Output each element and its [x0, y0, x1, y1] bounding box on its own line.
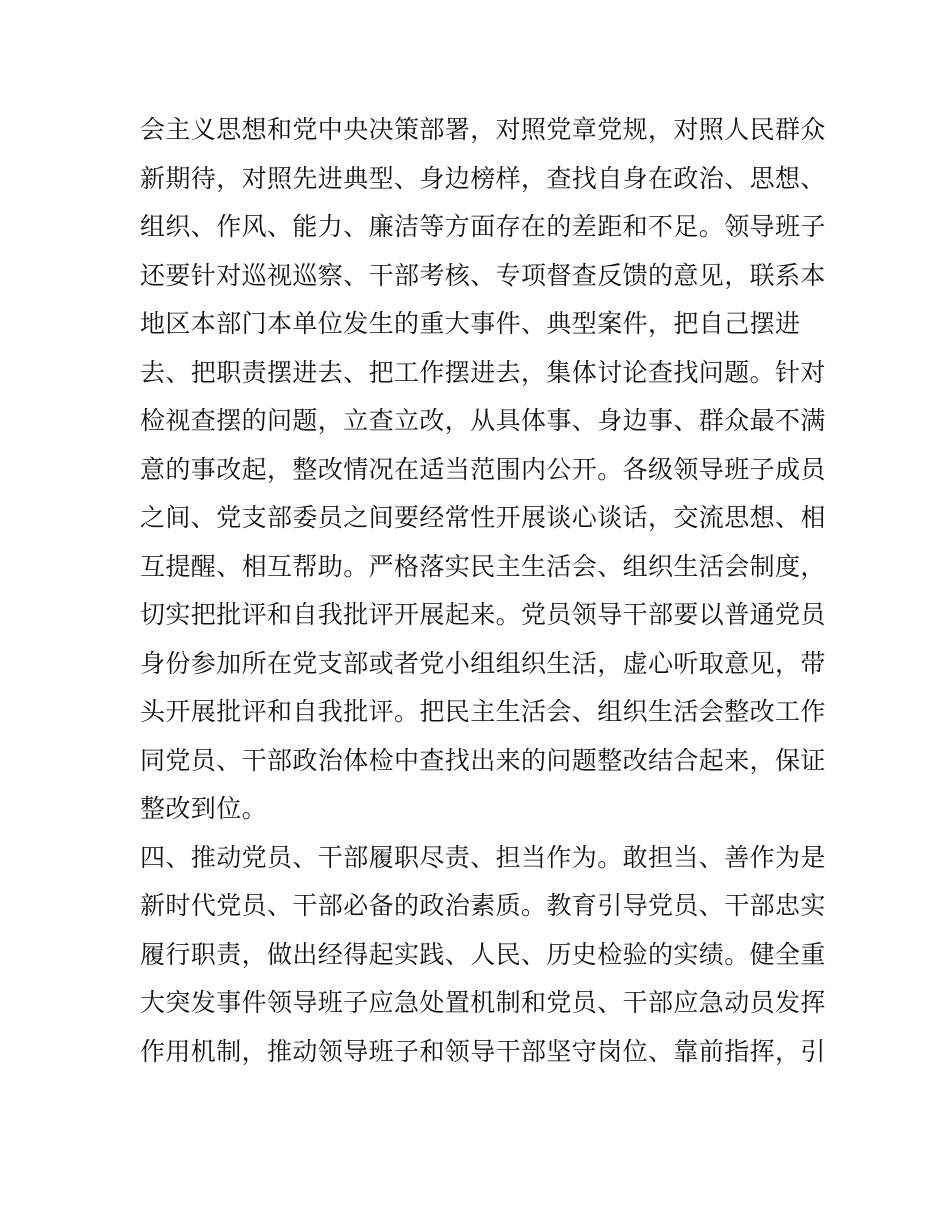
text-line: 意的事改起，整改情况在适当范围内公开。各级领导班子成员	[140, 454, 826, 484]
text-line: 同党员、干部政治体检中查找出来的问题整改结合起来，保证	[140, 745, 826, 775]
text-line: 新时代党员、干部必备的政治素质。教育引导党员、干部忠实	[140, 891, 826, 920]
text-line: 检视查摆的问题，立查立改，从具体事、身边事、群众最不满	[140, 406, 826, 435]
text-line: 去、把职责摆进去、把工作摆进去，集体讨论查找问题。针对	[140, 357, 826, 387]
text-line: 会主义思想和党中央决策部署，对照党章党规，对照人民群众	[140, 115, 826, 144]
text-line: 组织、作风、能力、廉洁等方面存在的差距和不足。领导班子	[140, 212, 826, 241]
text-line: 之间、党支部委员之间要经常性开展谈心谈话，交流思想、相	[140, 503, 826, 532]
section-heading-line: 四、推动党员、干部履职尽责、担当作为。敢担当、善作为是	[140, 842, 826, 872]
text-line: 还要针对巡视巡察、干部考核、专项督查反馈的意见，联系本	[140, 260, 826, 290]
text-line: 互提醒、相互帮助。严格落实民主生活会、组织生活会制度，	[140, 551, 826, 581]
text-line: 大突发事件领导班子应急处置机制和党员、干部应急动员发挥	[140, 988, 826, 1017]
text-line: 作用机制，推动领导班子和领导干部坚守岗位、靠前指挥，引	[140, 1036, 826, 1066]
text-line: 地区本部门本单位发生的重大事件、典型案件，把自己摆进	[140, 309, 801, 338]
body-text	[140, 106, 826, 1076]
text-line: 履行职责，做出经得起实践、人民、历史检验的实绩。健全重	[140, 939, 826, 969]
text-line: 新期待，对照先进典型、身边榜样，查找自身在政治、思想、	[140, 163, 826, 193]
text-line: 切实把批评和自我批评开展起来。党员领导干部要以普通党员	[140, 600, 826, 629]
text-line: 身份参加所在党支部或者党小组组织生活，虚心听取意见，带	[140, 648, 826, 678]
text-line: 头开展批评和自我批评。把民主生活会、组织生活会整改工作	[140, 697, 826, 726]
text-line: 整改到位。	[140, 794, 268, 823]
